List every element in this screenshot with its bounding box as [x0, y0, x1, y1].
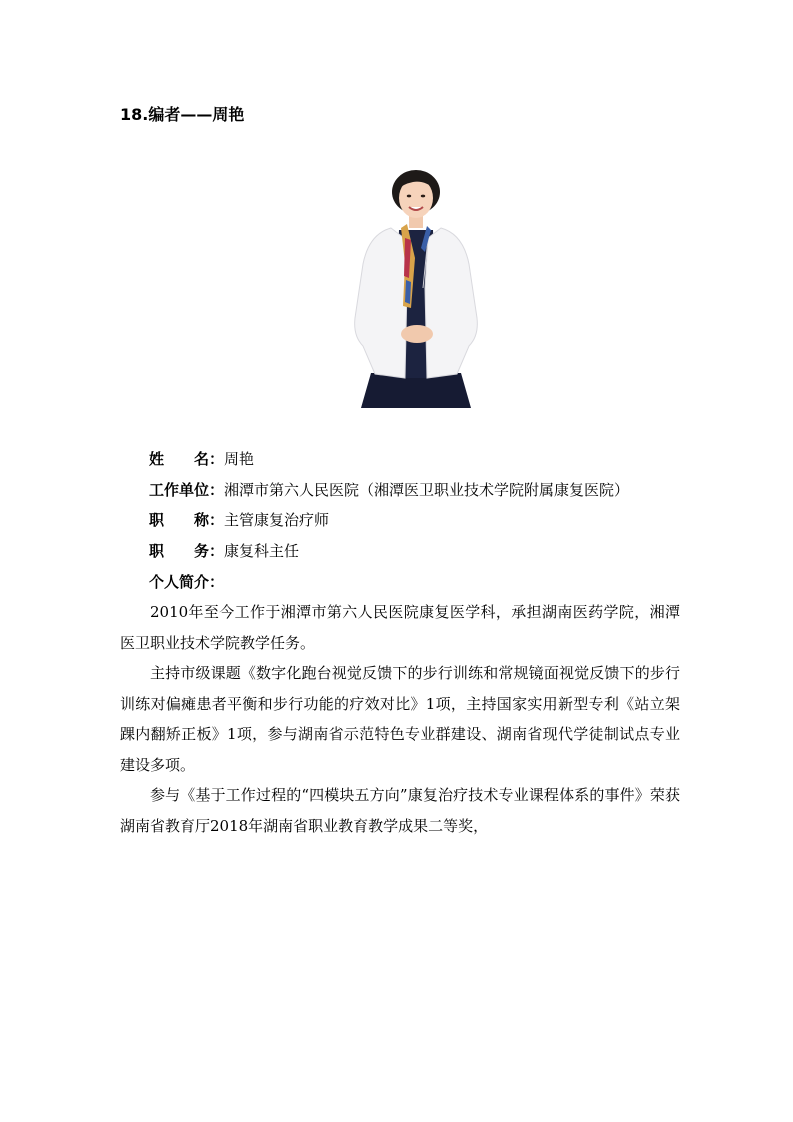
section-heading: 18.编者——周艳	[120, 105, 245, 124]
work-unit-value: 湘潭市第六人民医院（湘潭医卫职业技术学院附属康复医院）	[224, 481, 630, 499]
professional-title-row	[149, 509, 329, 531]
name-value: 周艳	[224, 450, 255, 468]
position-row	[149, 540, 299, 562]
position-label: 职 务：	[149, 542, 225, 560]
name-label: 姓 名：	[149, 450, 225, 468]
name-row	[149, 448, 254, 470]
position-value: 康复科主任	[224, 542, 300, 560]
bio-paragraph: 参与《基于工作过程的“四模块五方向”康复治疗技术专业课程体系的事件》荣获湖南省教育厅2018年湖南省职业教育教学成果二等奖，	[120, 786, 680, 835]
intro-label: 个人简介：	[149, 573, 225, 591]
bio-paragraph: 主持市级课题《数字化跑台视觉反馈下的步行训练和常规镜面视觉反馈下的步行训练对偏瘫患者平衡和步行功能的疗效对比》1项，主持国家实用新型专利《站立架踝内翻矫正板》1项，参与湖南省示范特色专业群建设、湖南省现代学徒制试点专业建设多项。	[120, 664, 680, 774]
intro-row	[149, 571, 224, 593]
portrait-photo	[349, 168, 483, 408]
professional-title-label: 职 称：	[149, 511, 225, 529]
work-unit-row	[149, 479, 629, 501]
professional-title-value: 主管康复治疗师	[224, 511, 330, 529]
bio-paragraph: 2010年至今工作于湘潭市第六人民医院康复医学科，承担湖南医药学院，湘潭医卫职业技术学院教学任务。	[120, 603, 680, 652]
work-unit-label: 工作单位：	[149, 481, 225, 499]
